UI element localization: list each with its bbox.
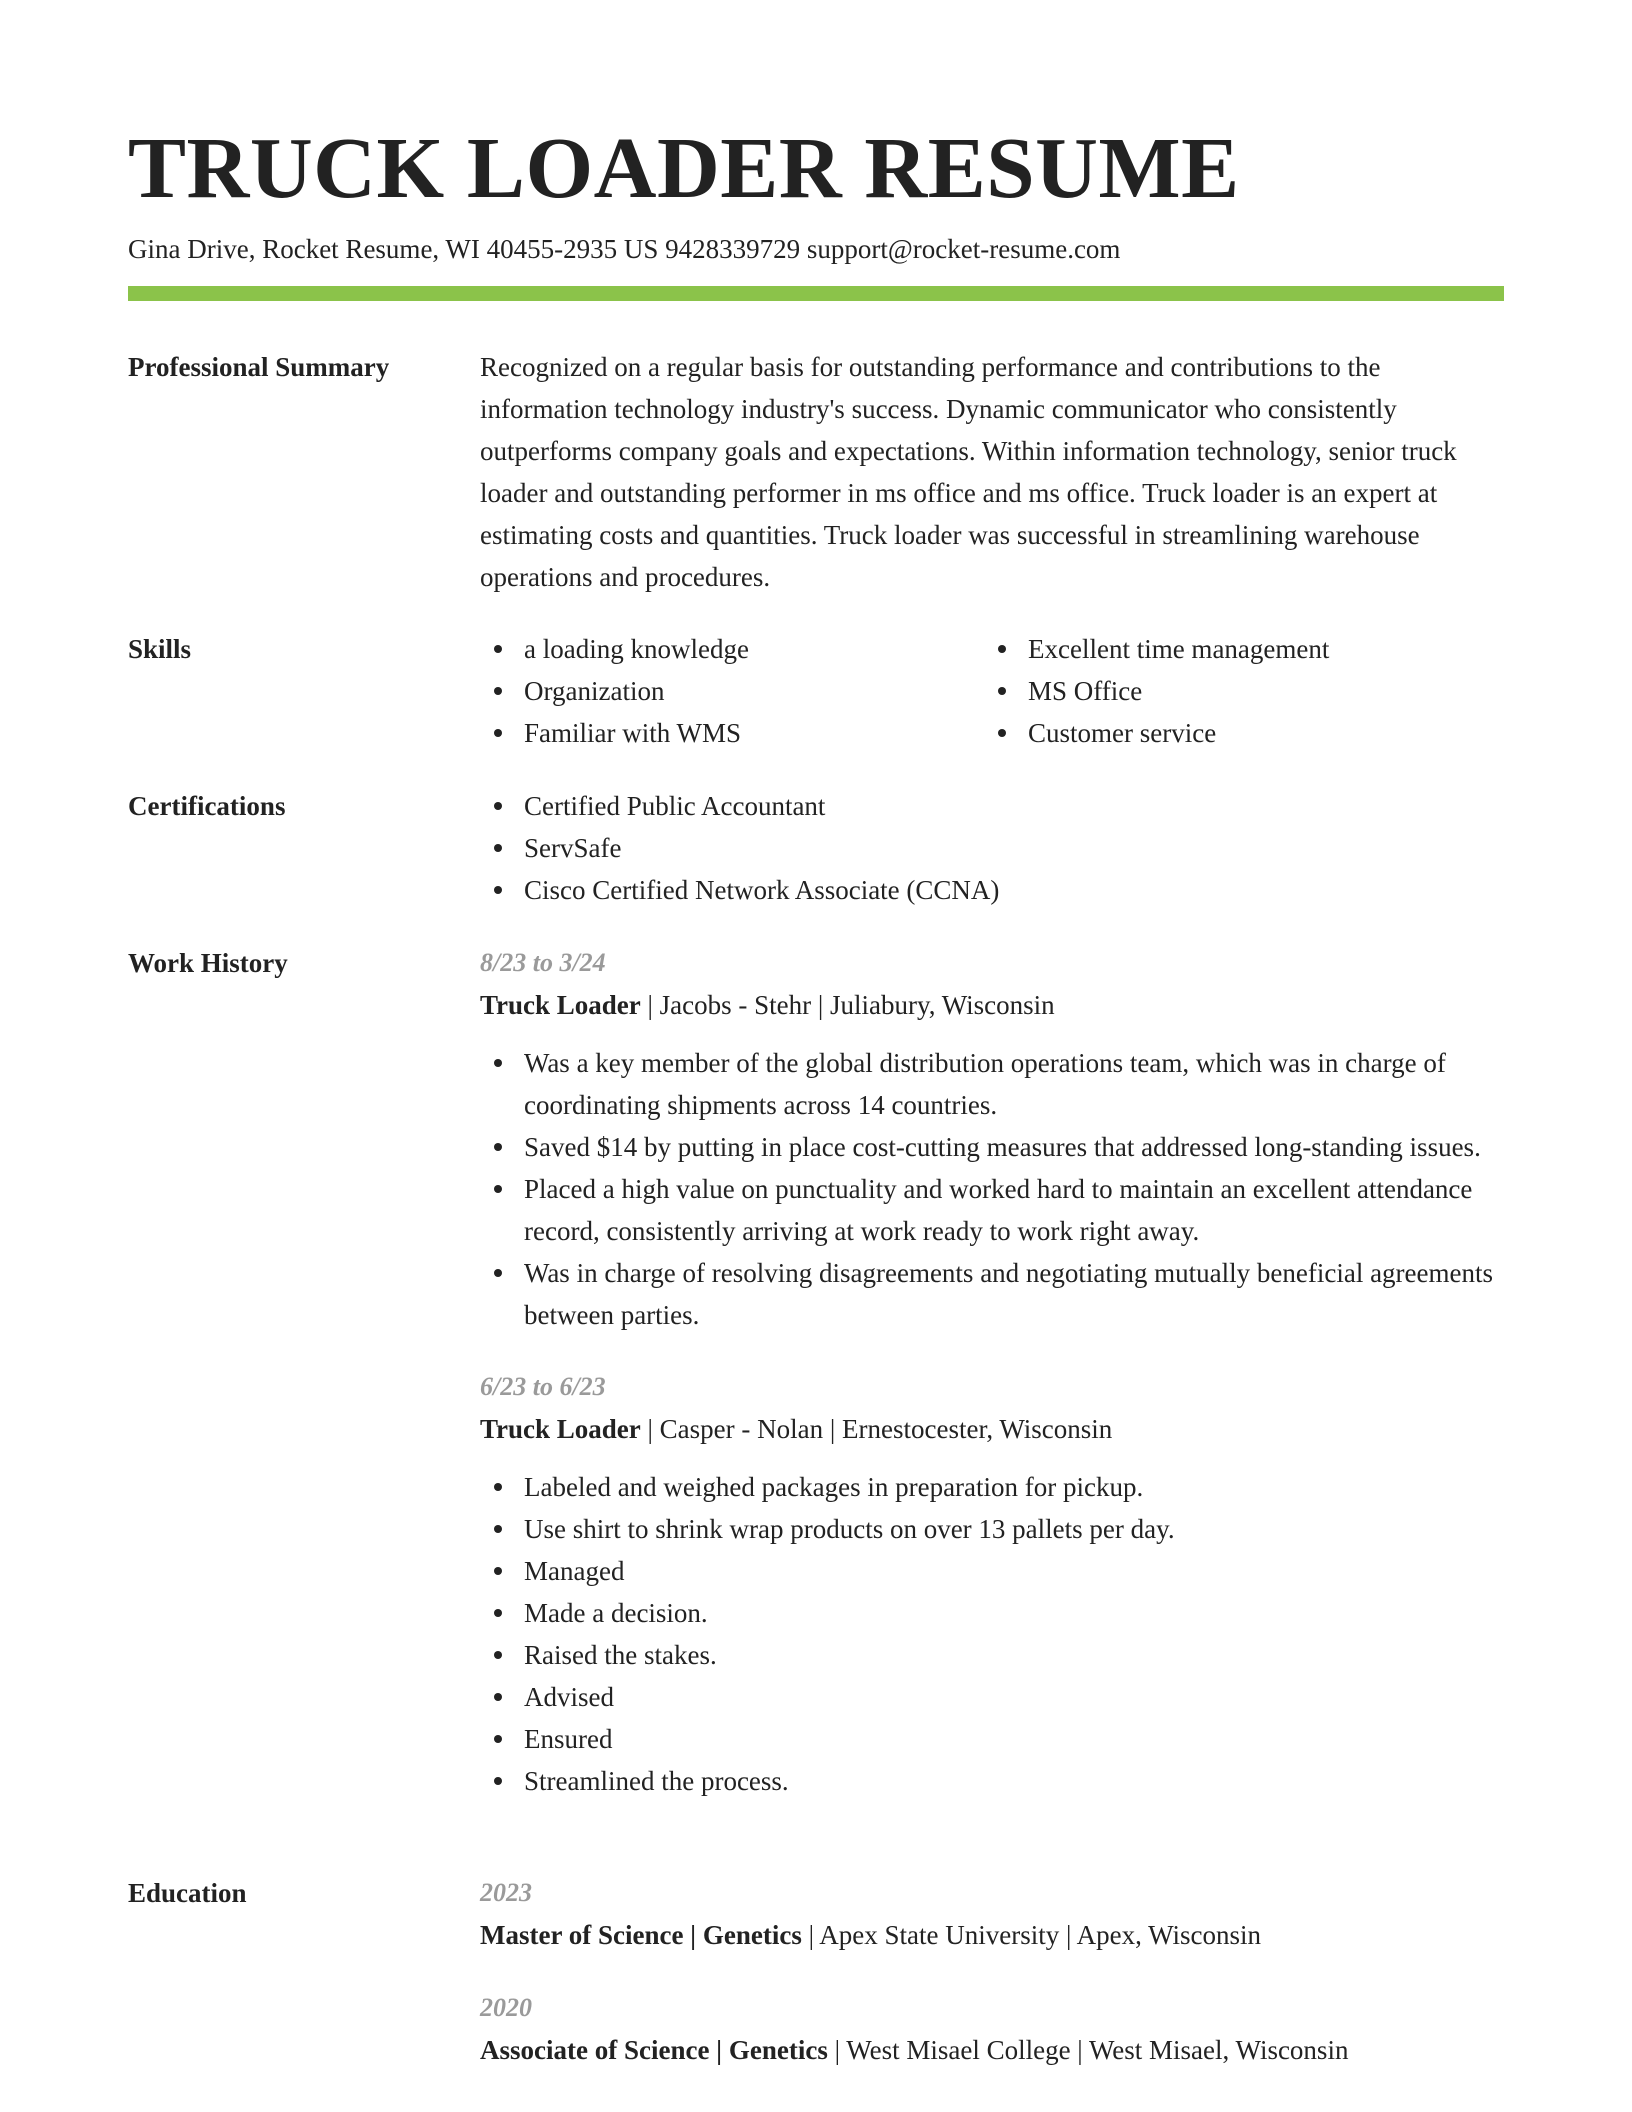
education-entry xyxy=(480,1872,1504,1956)
list-item: Use shirt to shrink wrap products on over 13 pallets per day. xyxy=(480,1508,1504,1550)
list-item: Familiar with WMS xyxy=(480,712,984,754)
list-item: Certified Public Accountant xyxy=(480,785,1504,827)
job-title: Truck Loader xyxy=(480,990,641,1020)
list-item: Organization xyxy=(480,670,984,712)
list-item: ServSafe xyxy=(480,827,1504,869)
education-degree: Associate of Science | Genetics xyxy=(480,2035,828,2065)
list-item: MS Office xyxy=(984,670,1488,712)
list-item: Ensured xyxy=(480,1718,1504,1760)
section-label: Professional Summary xyxy=(128,352,390,382)
list-item: Placed a high value on punctuality and worked hard to maintain an excellent attendance record, consistently arriving at work ready to work right away. xyxy=(480,1168,1504,1252)
list-item: Made a decision. xyxy=(480,1592,1504,1634)
section-body xyxy=(480,346,1504,598)
job-entry xyxy=(480,942,1504,1336)
job-bullets xyxy=(480,1042,1504,1336)
section-body xyxy=(480,942,1504,1802)
list-item: Excellent time management xyxy=(984,628,1488,670)
list-item: Raised the stakes. xyxy=(480,1634,1504,1676)
list-item: Labeled and weighed packages in preparation for pickup. xyxy=(480,1466,1504,1508)
list-item: Was in charge of resolving disagreements and negotiating mutually beneficial agreements between parties. xyxy=(480,1252,1504,1336)
section-label: Skills xyxy=(128,634,192,664)
section-body xyxy=(480,785,1504,911)
list-item: Customer service xyxy=(984,712,1488,754)
job-dates: 8/23 to 3/24 xyxy=(480,948,606,977)
section-body xyxy=(480,1872,1504,2071)
list-item: Saved $14 by putting in place cost-cutting measures that addressed long-standing issues. xyxy=(480,1126,1504,1168)
list-item: Streamlined the process. xyxy=(480,1760,1504,1802)
list-item: Cisco Certified Network Associate (CCNA) xyxy=(480,869,1504,911)
job-bullets xyxy=(480,1466,1504,1802)
skills-list-right xyxy=(984,628,1488,754)
education-year: 2020 xyxy=(480,1993,532,2022)
education-year: 2023 xyxy=(480,1878,532,1907)
list-item: a loading knowledge xyxy=(480,628,984,670)
education-heading xyxy=(480,2029,1504,2071)
job-title: Truck Loader xyxy=(480,1414,641,1444)
skills-grid xyxy=(480,628,1504,754)
skills-list-left xyxy=(480,628,984,754)
job-heading xyxy=(480,1408,1504,1450)
certifications-list xyxy=(480,785,1504,911)
job-details: | Casper - Nolan | Ernestocester, Wisconsin xyxy=(640,1414,1113,1444)
education-entry xyxy=(480,1987,1504,2071)
job-dates: 6/23 to 6/23 xyxy=(480,1372,606,1401)
education-details: | Apex State University | Apex, Wisconsin xyxy=(801,1920,1262,1950)
list-item: Advised xyxy=(480,1676,1504,1718)
resume-title: TRUCK LOADER RESUME xyxy=(128,119,1240,216)
contact-line: Gina Drive, Rocket Resume, WI 40455-2935 US 9428339729 support@rocket-resume.com xyxy=(128,234,1121,264)
section-label: Education xyxy=(128,1878,247,1908)
list-item: Managed xyxy=(480,1550,1504,1592)
job-details: | Jacobs - Stehr | Juliabury, Wisconsin xyxy=(640,990,1055,1020)
section-label: Certifications xyxy=(128,791,286,821)
job-entry xyxy=(480,1366,1504,1802)
education-degree: Master of Science | Genetics xyxy=(480,1920,802,1950)
header-divider xyxy=(128,286,1504,301)
summary-text: Recognized on a regular basis for outstanding performance and contributions to the information technology industry's success. Dynamic communicator who consistently outperforms company goals and expectations. Within information technology, senior truck loader and outstanding performer in ms office and ms office. Truck loader is an expert at estimating costs and quantities. Truck loader was successful in streamlining warehouse operations and procedures. xyxy=(480,352,1457,592)
list-item: Was a key member of the global distribution operations team, which was in charge of coordinating shipments across 14 countries. xyxy=(480,1042,1504,1126)
section-label: Work History xyxy=(128,948,288,978)
education-heading xyxy=(480,1914,1504,1956)
job-heading xyxy=(480,984,1504,1026)
education-details: | West Misael College | West Misael, Wisconsin xyxy=(827,2035,1349,2065)
